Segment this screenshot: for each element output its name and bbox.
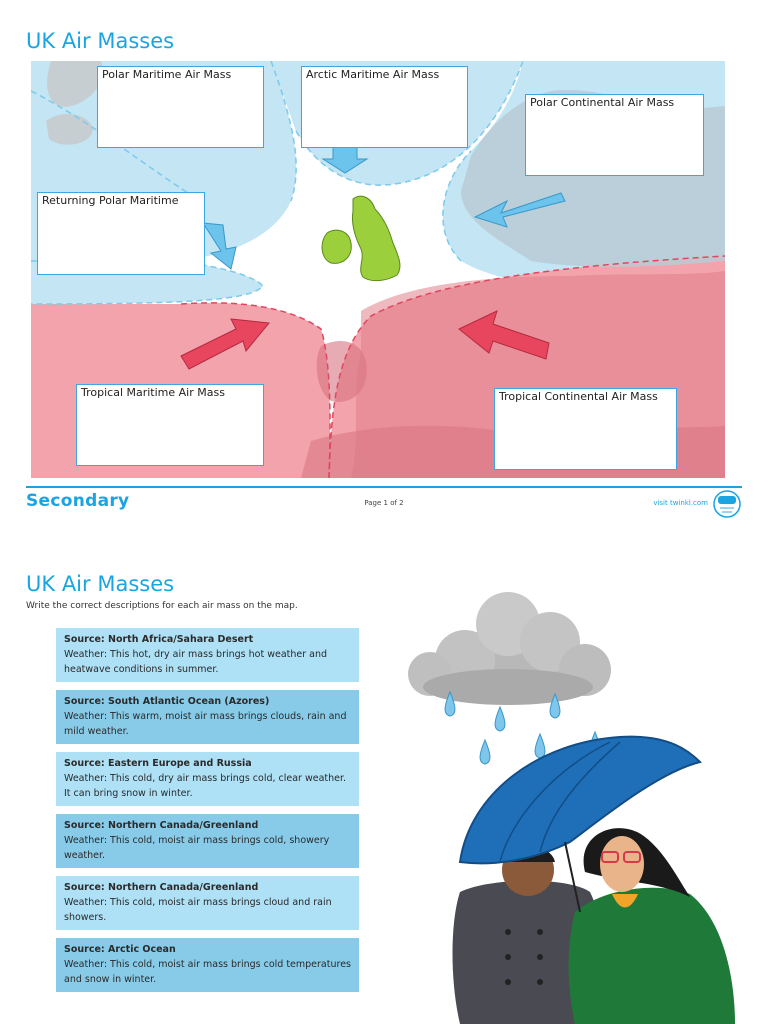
cloud-icon xyxy=(408,592,611,705)
description-card xyxy=(56,690,359,744)
description-weather: Weather: This warm, moist air mass brings clouds, rain and mild weather. xyxy=(64,711,347,737)
label-tropical-maritime: Tropical Maritime Air Mass xyxy=(76,384,264,466)
label-arctic-maritime: Arctic Maritime Air Mass xyxy=(301,66,468,148)
description-card xyxy=(56,628,359,682)
footer-brand: Secondary xyxy=(26,491,130,511)
description-source: Source: Northern Canada/Greenland xyxy=(64,882,259,893)
description-weather: Weather: This cold, moist air mass brings cold, showery weather. xyxy=(64,835,330,861)
description-source: Source: North Africa/Sahara Desert xyxy=(64,634,254,645)
label-polar-continental: Polar Continental Air Mass xyxy=(525,94,704,176)
page-title: UK Air Masses xyxy=(26,29,175,53)
description-source: Source: Arctic Ocean xyxy=(64,944,176,955)
description-weather: Weather: This cold, dry air mass brings cold, clear weather. It can bring snow in winter. xyxy=(64,773,347,799)
description-source: Source: Eastern Europe and Russia xyxy=(64,758,252,769)
description-card xyxy=(56,814,359,868)
woman-figure xyxy=(569,828,735,1024)
footer-page-number: Page 1 of 2 xyxy=(364,499,404,507)
twinkl-badge-icon xyxy=(712,489,742,519)
description-weather: Weather: This cold, moist air mass brings cold temperatures and snow in winter. xyxy=(64,959,351,985)
label-returning-polar-maritime: Returning Polar Maritime xyxy=(37,192,205,275)
description-weather: Weather: This cold, moist air mass brings cloud and rain showers. xyxy=(64,897,332,923)
description-card xyxy=(56,938,359,992)
description-card xyxy=(56,876,359,930)
footer-divider xyxy=(26,486,742,488)
label-tropical-continental: Tropical Continental Air Mass xyxy=(494,388,677,470)
page2-title: UK Air Masses xyxy=(26,572,175,596)
footer-site-link[interactable]: visit twinkl.com xyxy=(653,499,708,507)
description-source: Source: South Atlantic Ocean (Azores) xyxy=(64,696,270,707)
label-polar-maritime: Polar Maritime Air Mass xyxy=(97,66,264,148)
description-card xyxy=(56,752,359,806)
rain-umbrella-illustration xyxy=(390,582,750,1024)
instructions-text: Write the correct descriptions for each air mass on the map. xyxy=(26,601,298,611)
description-source: Source: Northern Canada/Greenland xyxy=(64,820,259,831)
ireland-land xyxy=(322,230,351,263)
description-weather: Weather: This hot, dry air mass brings hot weather and heatwave conditions in summer. xyxy=(64,649,328,675)
